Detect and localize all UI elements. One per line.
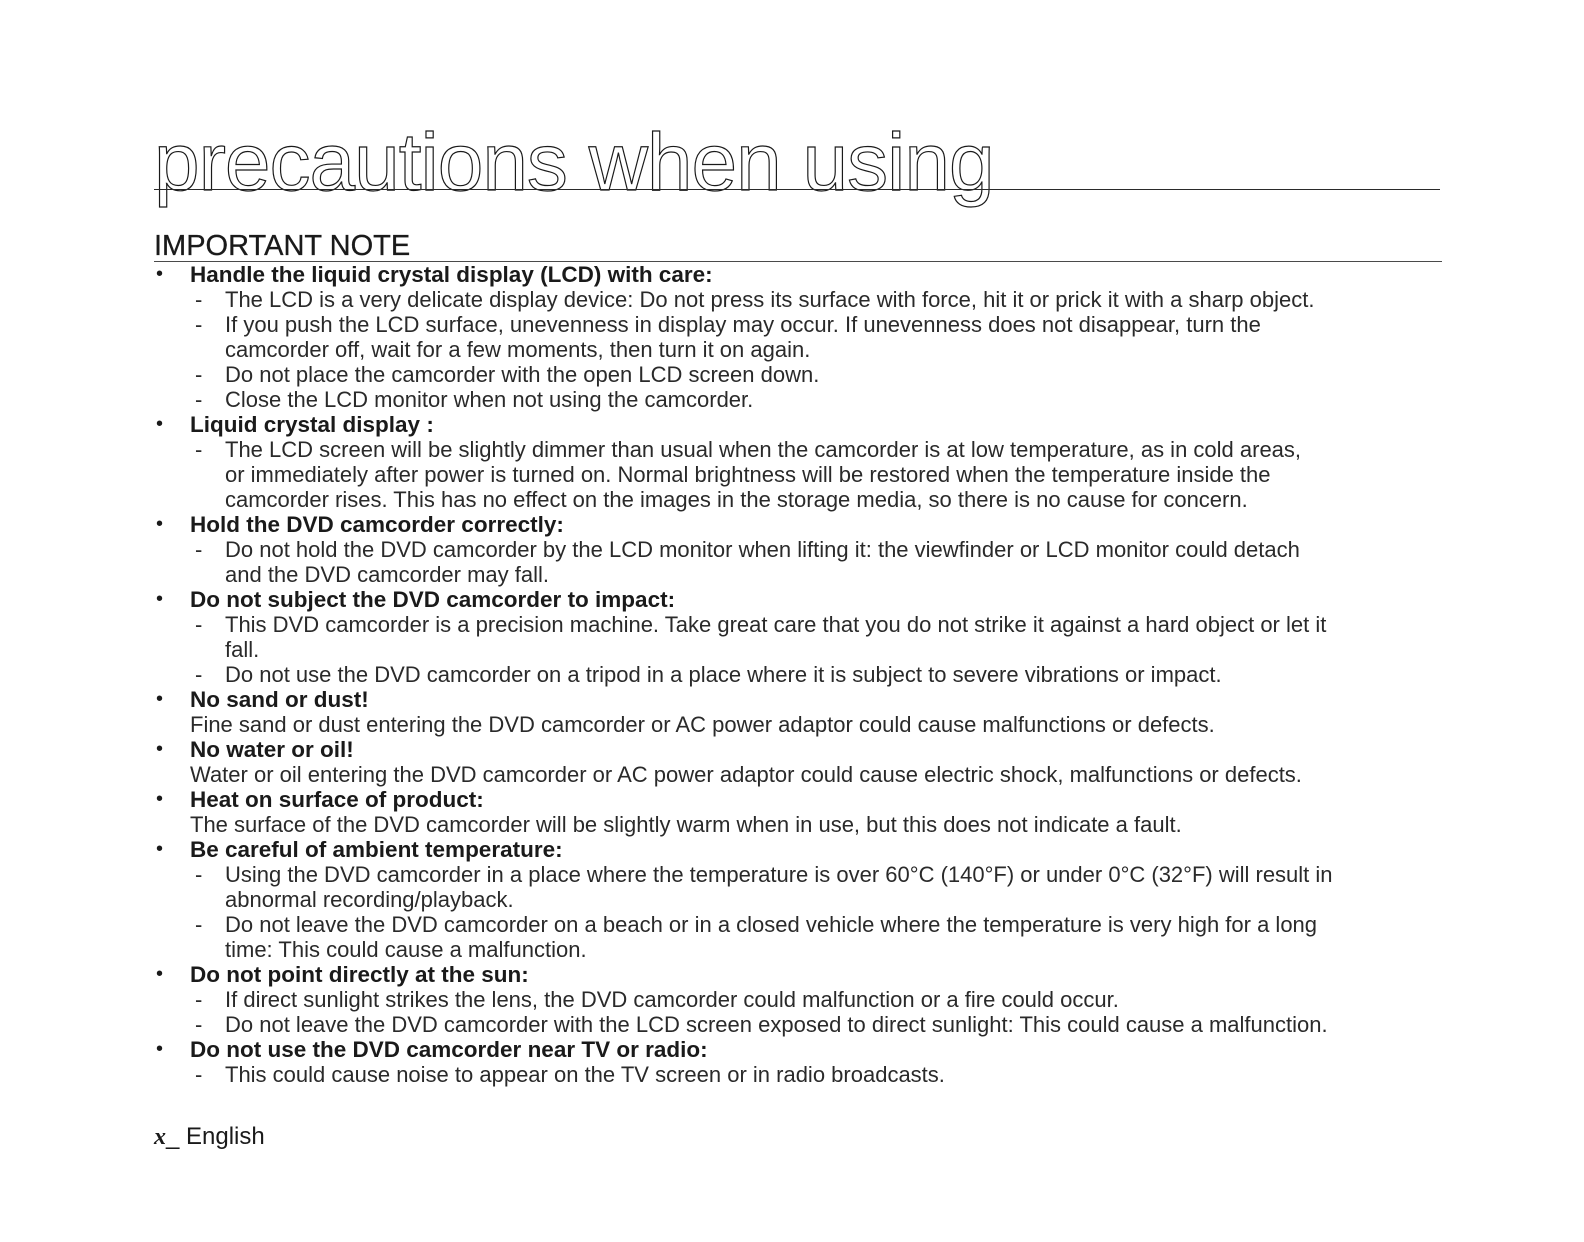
sub-list — [190, 987, 1444, 1037]
note-item — [154, 837, 1444, 962]
sub-item-line: or immediately after power is turned on. Normal brightness will be restored when the temperature inside the — [225, 462, 1271, 487]
sub-item — [190, 537, 1444, 587]
sub-item-line: The LCD screen will be slightly dimmer than usual when the camcorder is at low temperature, as in cold areas, — [225, 437, 1302, 462]
note-text: Water or oil entering the DVD camcorder or AC power adaptor could cause electric shock, malfunctions or defects. — [190, 762, 1302, 787]
dash-icon: - — [195, 662, 203, 687]
sub-item-line: camcorder off, wait for a few moments, then turn it on again. — [225, 337, 811, 362]
title-block — [154, 118, 1440, 208]
sub-list — [190, 287, 1444, 412]
note-item — [154, 737, 1444, 787]
note-item — [154, 587, 1444, 687]
sub-item — [190, 912, 1444, 962]
page-footer — [154, 1123, 265, 1151]
sub-item-line: If direct sunlight strikes the lens, the DVD camcorder could malfunction or a fire could occur. — [225, 987, 1119, 1012]
bullet-icon: • — [156, 963, 164, 985]
sub-item-line: Close the LCD monitor when not using the camcorder. — [225, 387, 754, 412]
sub-item — [190, 437, 1444, 512]
bullet-icon: • — [156, 263, 164, 285]
dash-icon: - — [195, 1062, 203, 1087]
sub-item-line: abnormal recording/playback. — [225, 887, 514, 912]
footer-language: _ English — [166, 1123, 265, 1150]
sub-list — [190, 862, 1444, 962]
sub-item-line: Do not leave the DVD camcorder with the LCD screen exposed to direct sunlight: This could cause a malfunction. — [225, 1012, 1328, 1037]
title-underline — [154, 189, 1440, 190]
note-heading: Do not point directly at the sun: — [190, 962, 529, 987]
dash-icon: - — [195, 912, 203, 937]
sub-item — [190, 312, 1444, 362]
dash-icon: - — [195, 287, 203, 312]
dash-icon: - — [195, 362, 203, 387]
sub-item-line: fall. — [225, 637, 260, 662]
note-heading: Hold the DVD camcorder correctly: — [190, 512, 564, 537]
bullet-icon: • — [156, 688, 164, 710]
section-header — [154, 230, 1442, 264]
section-title: IMPORTANT NOTE — [154, 230, 411, 262]
note-heading: Be careful of ambient temperature: — [190, 837, 563, 862]
sub-item-line: Do not hold the DVD camcorder by the LCD monitor when lifting it: the viewfinder or LCD monitor could detach — [225, 537, 1300, 562]
sub-item-line: and the DVD camcorder may fall. — [225, 562, 550, 587]
sub-item-line: The LCD is a very delicate display device: Do not press its surface with force, hit it or prick it with a sharp object. — [225, 287, 1315, 312]
dash-icon: - — [195, 312, 203, 337]
sub-item — [190, 1012, 1444, 1037]
dash-icon: - — [195, 862, 203, 887]
dash-icon: - — [195, 1012, 203, 1037]
note-item — [154, 962, 1444, 1037]
notes-list — [154, 262, 1444, 1087]
sub-item — [190, 662, 1444, 687]
note-heading: Liquid crystal display : — [190, 412, 434, 437]
sub-item — [190, 1062, 1444, 1087]
sub-item — [190, 362, 1444, 387]
note-item — [154, 787, 1444, 837]
page-title: precautions when using — [154, 117, 994, 208]
dash-icon: - — [195, 612, 203, 637]
bullet-icon: • — [156, 513, 164, 535]
sub-list — [190, 537, 1444, 587]
note-item — [154, 412, 1444, 512]
note-heading: Handle the liquid crystal display (LCD) with care: — [190, 262, 713, 287]
sub-item-line: This could cause noise to appear on the TV screen or in radio broadcasts. — [225, 1062, 945, 1087]
sub-item-line: If you push the LCD surface, unevenness in display may occur. If unevenness does not disappear, turn the — [225, 312, 1261, 337]
sub-list — [190, 612, 1444, 687]
bullet-icon: • — [156, 838, 164, 860]
sub-item — [190, 387, 1444, 412]
bullet-icon: • — [156, 738, 164, 760]
sub-item-line: Do not leave the DVD camcorder on a beach or in a closed vehicle where the temperature is very high for a long — [225, 912, 1318, 937]
sub-list — [190, 437, 1444, 512]
bullet-icon: • — [156, 788, 164, 810]
sub-item — [190, 287, 1444, 312]
note-text: The surface of the DVD camcorder will be slightly warm when in use, but this does not indicate a fault. — [190, 812, 1182, 837]
dash-icon: - — [195, 987, 203, 1012]
sub-list — [190, 1062, 1444, 1087]
sub-item — [190, 612, 1444, 662]
sub-item-line: time: This could cause a malfunction. — [225, 937, 587, 962]
note-heading: No sand or dust! — [190, 687, 369, 712]
note-text: Fine sand or dust entering the DVD camcorder or AC power adaptor could cause malfunctions or defects. — [190, 712, 1215, 737]
sub-item — [190, 987, 1444, 1012]
sub-item-line: Do not use the DVD camcorder on a tripod in a place where it is subject to severe vibrations or impact. — [225, 662, 1222, 687]
sub-item-line: Using the DVD camcorder in a place where the temperature is over 60°C (140°F) or under 0°C (32°F) will result in — [225, 862, 1333, 887]
note-heading: Heat on surface of product: — [190, 787, 484, 812]
dash-icon: - — [195, 387, 203, 412]
page-number: x — [154, 1124, 166, 1150]
sub-item-line: This DVD camcorder is a precision machine. Take great care that you do not strike it against a hard object or let it — [225, 612, 1327, 637]
note-heading: Do not use the DVD camcorder near TV or radio: — [190, 1037, 708, 1062]
sub-item-line: Do not place the camcorder with the open LCD screen down. — [225, 362, 820, 387]
bullet-icon: • — [156, 413, 164, 435]
sub-item — [190, 862, 1444, 912]
bullet-icon: • — [156, 1038, 164, 1060]
note-item — [154, 687, 1444, 737]
note-heading: Do not subject the DVD camcorder to impact: — [190, 587, 676, 612]
dash-icon: - — [195, 437, 203, 462]
note-item — [154, 262, 1444, 412]
note-item — [154, 512, 1444, 587]
dash-icon: - — [195, 537, 203, 562]
note-item — [154, 1037, 1444, 1087]
note-heading: No water or oil! — [190, 737, 354, 762]
sub-item-line: camcorder rises. This has no effect on the images in the storage media, so there is no cause for concern. — [225, 487, 1248, 512]
bullet-icon: • — [156, 588, 164, 610]
